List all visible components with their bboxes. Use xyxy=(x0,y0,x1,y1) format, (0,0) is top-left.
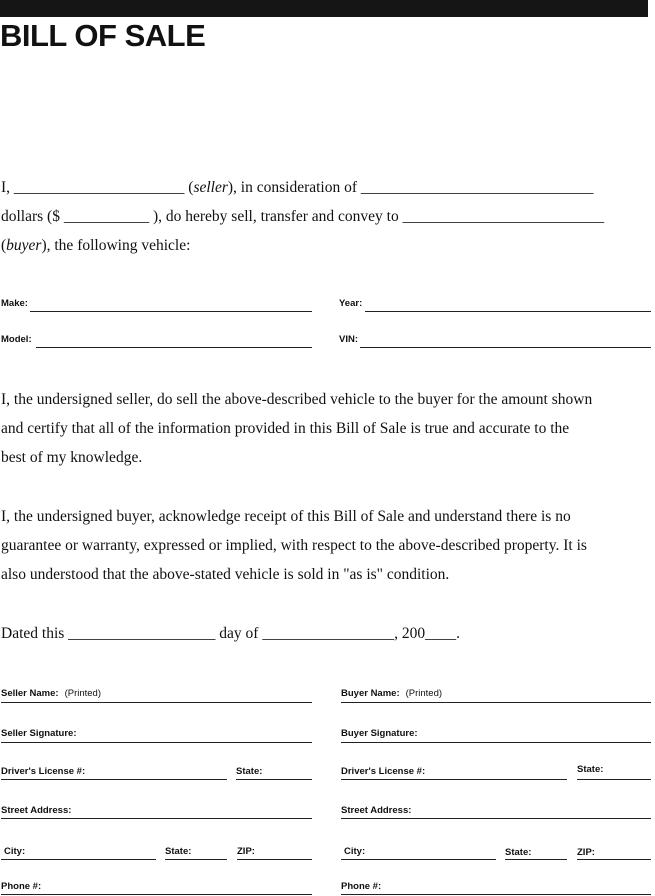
buyer-signature-field[interactable] xyxy=(341,742,651,743)
buyer-name-field[interactable] xyxy=(341,702,651,703)
seller-phone-label: Phone #: xyxy=(1,881,42,892)
buyer-name-note: (Printed) xyxy=(405,688,443,699)
seller-name-text: Seller Name: xyxy=(1,688,59,699)
buyer-statement-line: I, the undersigned buyer, acknowledge receipt of this Bill of Sale and understand there is no xyxy=(1,508,571,525)
dated-line: Dated this ___________________ day of _________________, 200____. xyxy=(1,625,460,642)
buyer-name-text: Buyer Name: xyxy=(341,688,400,699)
buyer-license-label: Driver's License #: xyxy=(341,766,426,777)
buyer-statement-line: guarantee or warranty, expressed or implied, with respect to the above-described property. It is xyxy=(1,537,587,554)
seller-signature-label: Seller Signature: xyxy=(1,728,77,739)
buyer-license-field[interactable] xyxy=(341,779,567,780)
seller-phone-field[interactable] xyxy=(1,894,312,895)
intro-line-1: I, ______________________ (seller), in consideration of ______________________________ xyxy=(1,179,594,196)
seller-name-note: (Printed) xyxy=(64,688,101,699)
seller-zip-label: ZIP: xyxy=(237,846,255,857)
intro-line-2: dollars ($ ___________ ), do hereby sell, transfer and convey to __________________________ xyxy=(1,208,605,225)
seller-city-label: City: xyxy=(4,846,26,857)
buyer-license-state-label: State: xyxy=(577,764,604,775)
buyer-name-label xyxy=(341,688,442,699)
header-bar xyxy=(0,0,648,17)
buyer-license-state-field[interactable] xyxy=(577,779,651,780)
seller-statement-line: and certify that all of the information provided in this Bill of Sale is true and accurate to the xyxy=(1,420,570,437)
seller-license-field[interactable] xyxy=(1,779,227,780)
make-field[interactable] xyxy=(30,311,312,312)
model-label: Model: xyxy=(1,334,32,345)
buyer-phone-label: Phone #: xyxy=(341,881,382,892)
seller-street-label: Street Address: xyxy=(1,805,72,816)
seller-city-field[interactable] xyxy=(1,859,156,860)
document-title: BILL OF SALE xyxy=(0,18,206,53)
buyer-zip-field[interactable] xyxy=(577,859,651,860)
buyer-city-field[interactable] xyxy=(341,859,496,860)
buyer-phone-field[interactable] xyxy=(341,894,651,895)
seller-license-state-field[interactable] xyxy=(236,779,312,780)
seller-street-field[interactable] xyxy=(1,818,312,819)
year-label: Year: xyxy=(339,298,363,309)
vin-label: VIN: xyxy=(339,334,358,345)
seller-name-field[interactable] xyxy=(1,702,312,703)
seller-state-field[interactable] xyxy=(165,859,227,860)
seller-name-label xyxy=(1,688,101,699)
buyer-street-field[interactable] xyxy=(341,818,651,819)
intro-line-3: (buyer), the following vehicle: xyxy=(1,237,191,254)
buyer-street-label: Street Address: xyxy=(341,805,412,816)
seller-signature-field[interactable] xyxy=(1,742,312,743)
vin-field[interactable] xyxy=(360,347,651,348)
buyer-zip-label: ZIP: xyxy=(577,847,595,858)
seller-license-state-label: State: xyxy=(236,766,263,777)
buyer-signature-label: Buyer Signature: xyxy=(341,728,418,739)
buyer-statement-line: also understood that the above-stated vehicle is sold in "as is" condition. xyxy=(1,566,450,583)
model-field[interactable] xyxy=(36,347,312,348)
seller-state-label: State: xyxy=(165,846,192,857)
buyer-city-label: City: xyxy=(344,846,366,857)
buyer-state-field[interactable] xyxy=(505,859,567,860)
seller-statement-line: I, the undersigned seller, do sell the above-described vehicle to the buyer for the amount shown xyxy=(1,391,593,408)
seller-statement-line: best of my knowledge. xyxy=(1,449,143,466)
seller-license-label: Driver's License #: xyxy=(1,766,86,777)
year-field[interactable] xyxy=(365,311,651,312)
seller-zip-field[interactable] xyxy=(237,859,312,860)
make-label: Make: xyxy=(1,298,28,309)
buyer-state-label: State: xyxy=(505,847,532,858)
